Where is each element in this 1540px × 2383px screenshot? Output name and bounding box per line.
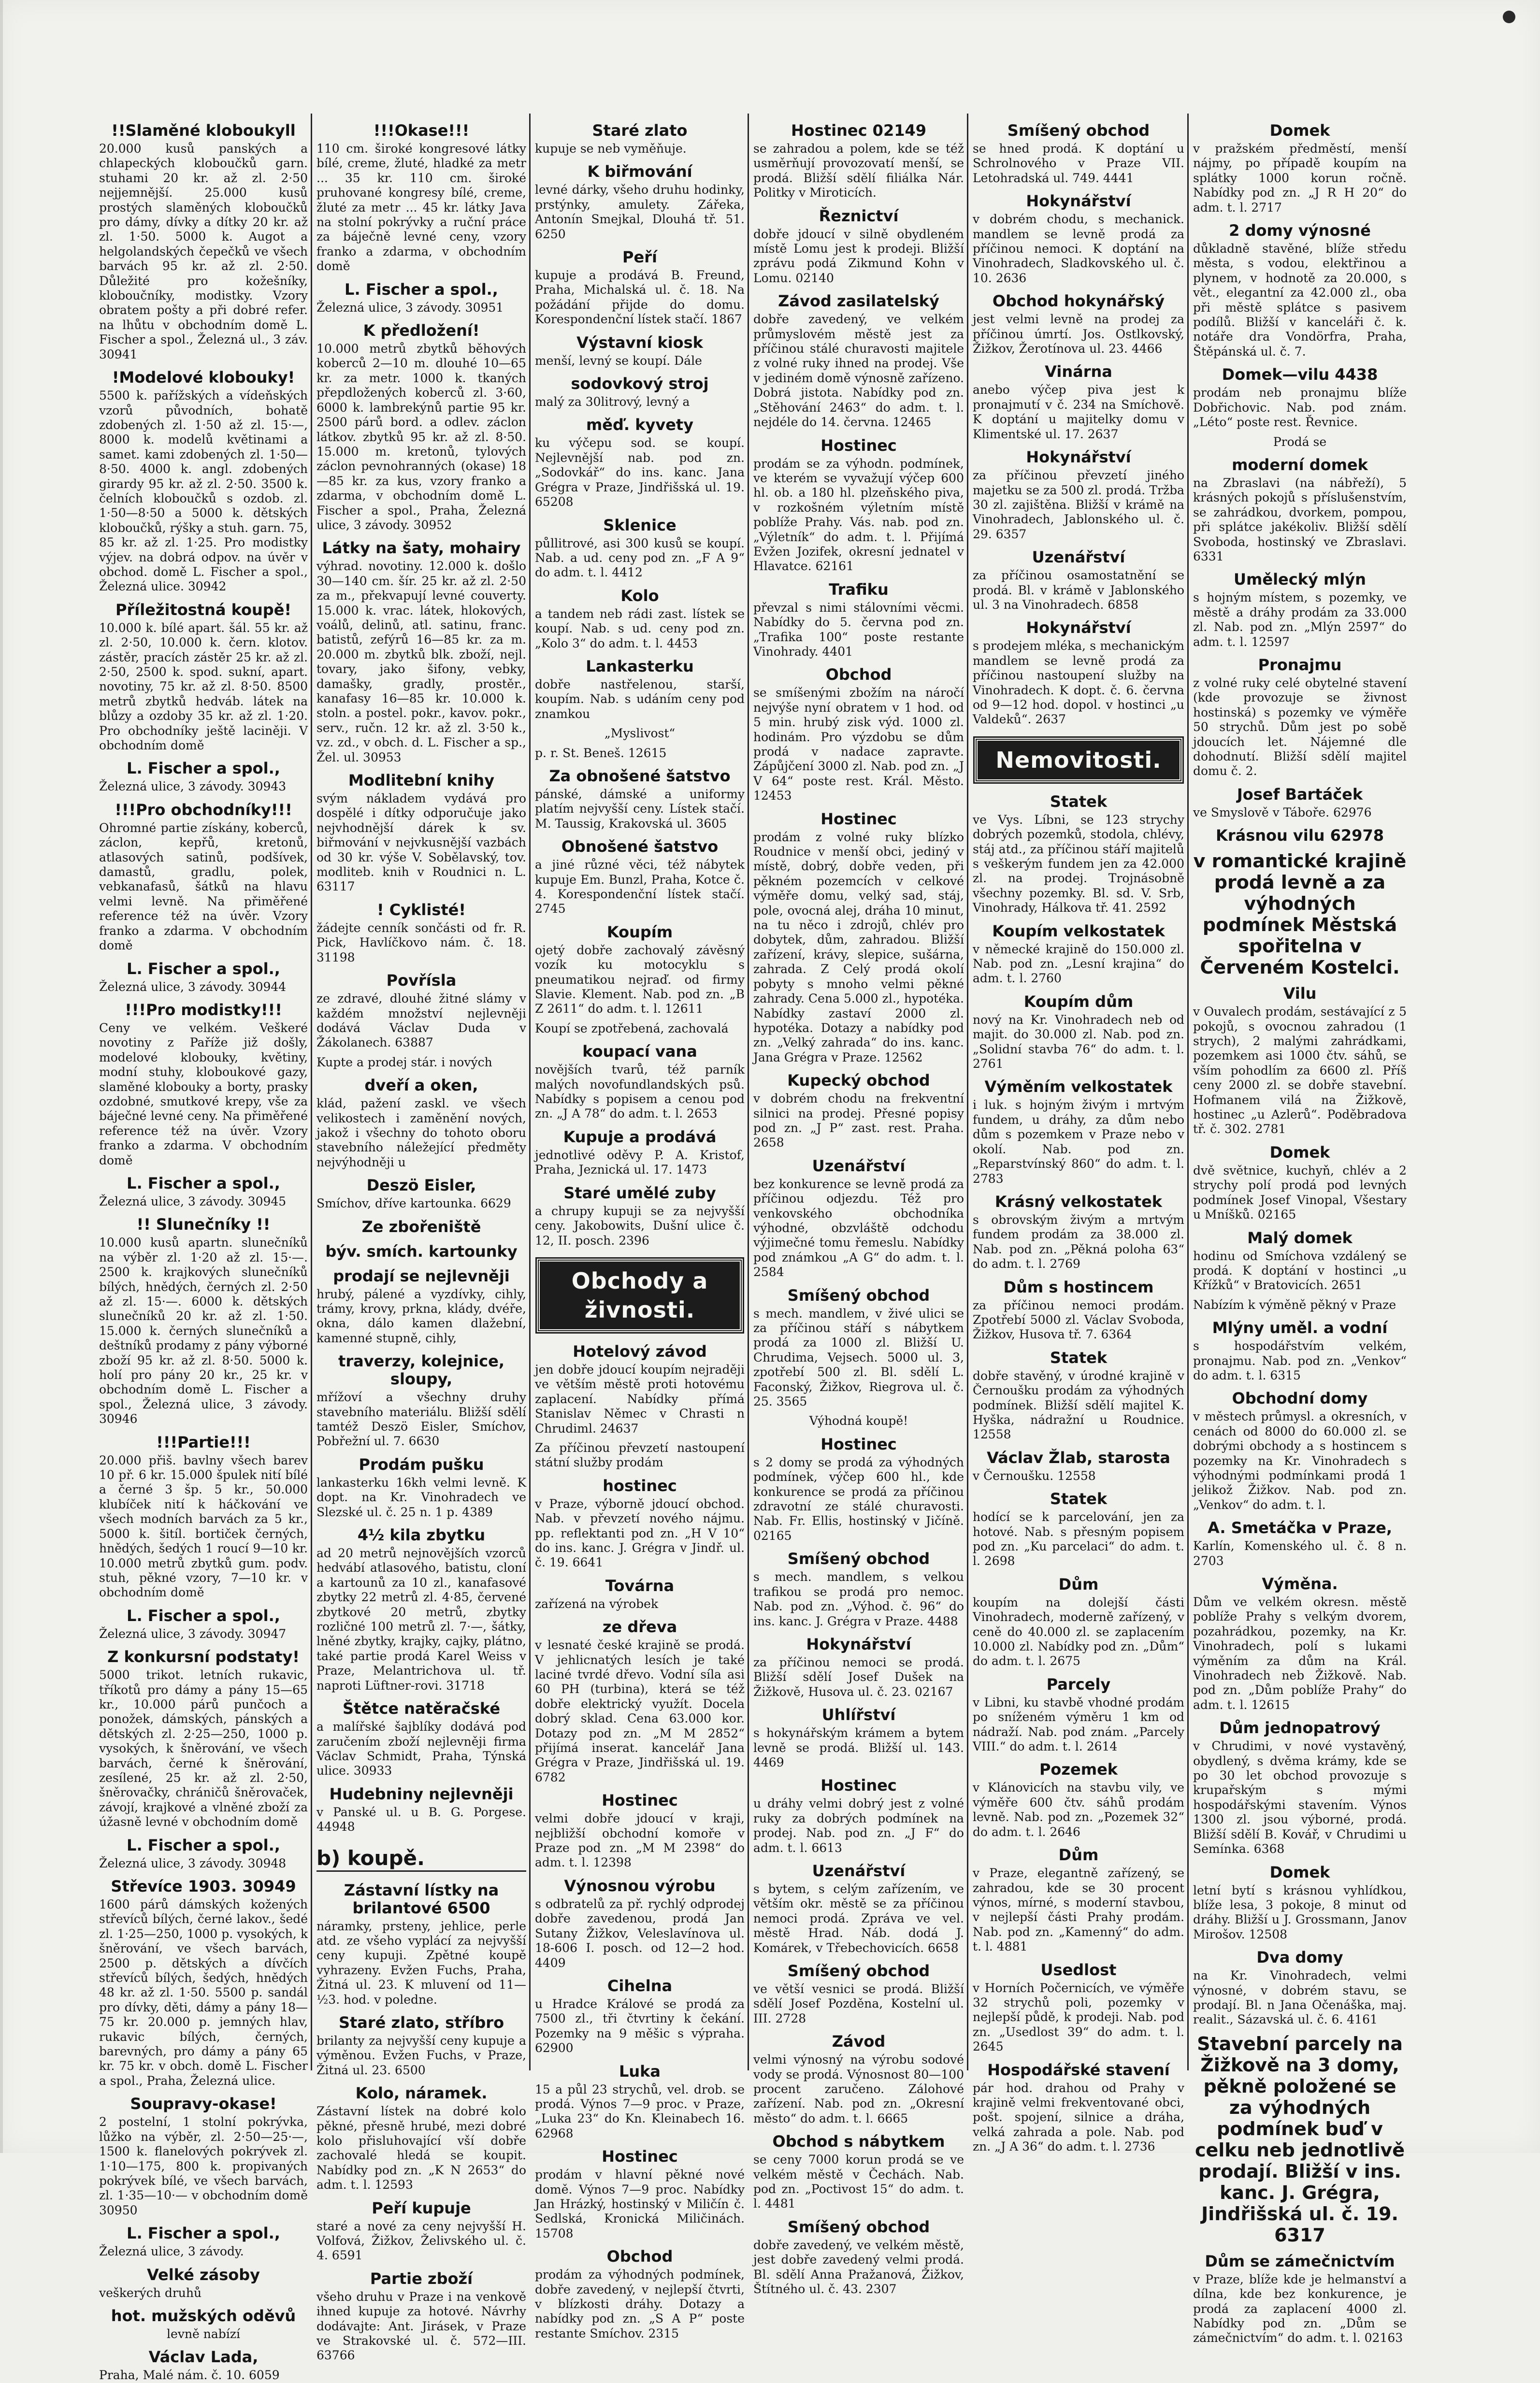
ad-body-text: letní bytí s krásnou vyhlídkou, blíže lesa, 3 pokoje, 8 minut od dráhy. Bližší u J. Grossmann, Janov Mirošov. 12508 (1193, 1883, 1407, 1941)
ad-body-text: velmi dobře jdoucí v kraji, nejbližší obchodní komoře v Praze pod zn. „M M 2398“ do adm. t. l. 12398 (535, 1811, 745, 1870)
ad-heading: !!!Partie!!! (156, 1433, 251, 1451)
ad-heading: Uzenářství (812, 1861, 906, 1880)
ad-heading: 4½ kila zbytku (357, 1526, 486, 1545)
ad-heading: Domek (1269, 1863, 1330, 1881)
ad-heading: Ze zbořeniště (361, 1217, 481, 1236)
ad-heading: Statek (1050, 792, 1108, 811)
ad-heading: Dům s hostincem (1003, 1278, 1154, 1296)
ad-heading: hostinec (603, 1476, 677, 1495)
ad-body-text: s prodejem mléka, s mechanickým mandlem se levně prodá za příčinou nastoupení služby na Vinohradech. K dopt. č. 6. června od 9—12 hod. dopol. v hostinci „u Valdeků“. 2637 (973, 639, 1184, 727)
ad-body-text: lankasterku 16kh velmi levně. K dopt. na Kr. Vinohradech ve Slezské ul. č. 25 n. 1 p. 4389 (317, 1475, 526, 1519)
ad-heading: Obnošené šatstvo (561, 837, 719, 856)
ad-heading: sodovkový stroj (571, 374, 709, 393)
binding-holes (19, 11, 1521, 30)
ad-body-text: s 2 domy se prodá za výhodných podmínek, výčep 600 hl., kde konkurence se prodá za příčinou zdravotní ze stálé churavosti. Nab. Fr. Ellis, hostinský v Jičíně. 02165 (753, 1455, 964, 1543)
ad-heading: Mlýny uměl. a vodní (1212, 1319, 1388, 1337)
ad-heading: měď. kyvety (586, 416, 694, 434)
ad-body-text: staré a nové za ceny nejvyšší H. Volfová, Žižkov, Želivského ul. č. 4. 6591 (317, 2219, 526, 2263)
ad-body-text: všeho druhu v Praze i na venkově ihned kupuje za hotové. Návrhy dodávajte: Ant. Jirásek, v Praze ve Strakovské ul. č. 572—III. 63766 (317, 2289, 526, 2363)
ad-body-text: zařízená na výrobek (535, 1596, 659, 1611)
ad-body-text: kupuje a prodává B. Freund, Praha, Michalská ul. č. 18. Na požádání přijde do domu. Korespondenční lístek stačí. 1867 (535, 268, 745, 327)
ad-heading: Pozemek (1039, 1760, 1118, 1779)
ad-heading: Peří kupuje (372, 2198, 471, 2217)
ad-heading: Závod zasilatelský (778, 292, 939, 311)
ad-heading: Malý domek (1247, 1228, 1353, 1247)
ad-heading: Hokynářství (1026, 192, 1131, 211)
ad-heading: Pronajmu (1258, 655, 1342, 674)
ad-heading: Hotelový závod (573, 1342, 707, 1361)
ad-body-text: u dráhy velmi dobrý jest z volné ruky za dobrých podmínek na prodej. Nab. pod zn. „J F“ do adm. t. l. 6613 (753, 1796, 964, 1855)
ad-body-text: i luk. s hojným živým i mrtvým fundem, u dráhy, za dům nebo dům s pozemkem v Praze nebo v okolí. Nab. pod zn. „Reparstvínský 860“ do adm. t. l. 2783 (973, 1098, 1184, 1186)
column-1 (99, 115, 308, 2383)
ad-heading: !!!Okase!!! (373, 121, 470, 140)
ad-heading: Obchod s nábytkem (772, 2132, 945, 2151)
ad-body-text: klád, pažení zaskl. ve všech velikostech i zaměnění nových, jakož i všechny do tohoto oboru stavebního náležející předměty nejvýhodněji u (317, 1096, 526, 1169)
ad-heading: Václav Žlab, starosta (987, 1448, 1170, 1467)
ad-body-text: ze zdravé, dlouhé žitné slámy v každém množství nejlevněji dodává Václav Duda v Žákolanech. 63887 (317, 991, 526, 1050)
ad-body-text: 20.000 přiš. bavlny všech barev 10 př. 6 kr. 15.000 špulek nití bílé a černé 3 šp. 5 kr., 50.000 klubíček nití k háčkování ve všech modních barvách za 5 kr., 5000 k. šitíl. bortiček černých, hnědých, šedých 1 roucí 9—10 kr. 10.000 metrů zbytků gum. podv. stuh, pěkné vzory, 7—10 kr. v obchodním domě (99, 1453, 308, 1600)
ad-body-text: p. r. St. Beneš. 12615 (535, 746, 667, 760)
ad-body-text: v Libni, ku stavbě vhodné prodám po sníženém výměru 1 km od nádraží. Nab. pod znám. „Parcely VIII.“ do adm. t. l. 2614 (973, 1695, 1184, 1754)
ad-heading-large: Stavební parcely na Žižkově na 3 domy, pěkně položené se za výhodných podmínek buď v celku neb jednotlivě prodají. Bližší v ins. kanc. J. Grégra, Jindřišská ul. č. 19. 6317 (1195, 2033, 1405, 2246)
ad-centered-line: „Myslivost“ (604, 726, 676, 741)
ad-heading: L. Fischer a spol., (345, 280, 498, 299)
ad-heading: Usedlost (1040, 1960, 1117, 1979)
ad-body-text: za příčinou nemoci prodám. Zpotřebí 5000 zl. Václav Svoboda, Žižkov, Husova tř. 7. 6364 (973, 1298, 1184, 1342)
ad-body-text: s mech. mandlem, s velkou trafikou se prodá pro nemoc. Nab. pod zn. „Výhod. č. 96“ do ins. kanc. J. Grégra v Praze. 4488 (753, 1570, 964, 1628)
ad-body-text: jen dobře jdoucí koupím nejraději ve větším městě proti hotovému zaplacení. Nabídky přímá Stanislav Němec v Chrasti n Chrudiml. 24637 (535, 1362, 745, 1436)
ad-body-text: ve Smyslově v Táboře. 62976 (1193, 805, 1372, 819)
section-banner-nemovitosti: Nemovitosti. (975, 738, 1182, 782)
ad-heading: Statek (1050, 1490, 1108, 1508)
ad-heading: Smíšený obchod (1007, 121, 1150, 140)
ad-body-text: prodám za výhodných podmínek, dobře zavedený, v nejlepší čtvrti, v blízkosti dráhy. Dotazy a nabídky pod zn. „S A P“ poste restante Smíchov. 2315 (535, 2268, 745, 2340)
ad-heading: K biřmování (587, 162, 692, 181)
ad-heading: L. Fischer a spol., (127, 1174, 280, 1192)
ad-heading: Uzenářství (1032, 548, 1125, 567)
ad-body-text: na Zbraslavi (na nábřeží), 5 krásných pokojů s příslušenstvím, se zahrádkou, dvorkem, pompou, při splátce jakékoliv. Bližší sdělí Svoboda, hostinský ve Zbraslavi. 6331 (1193, 475, 1407, 563)
ad-body-text: v Praze, elegantně zařízený, se zahradou, kde se 30 procent výnos, mírné, s moderní stavbou, v nejlepší části Prahy prodám. Nab. pod zn. „Kamenný“ do adm. t. l. 4881 (973, 1866, 1184, 1954)
ad-heading: !!!Pro obchodníky!!! (115, 800, 292, 819)
ad-heading-large: v romantické krajině prodá levně a za výhodných podmínek Městská spořitelna v Červeném Kostelci. (1193, 850, 1407, 978)
ad-body-text: v dobrém chodu na frekventní silnici na prodej. Přesné popisy pod zn. „J P“ zast. rest. Praha. 2658 (753, 1091, 964, 1150)
ad-body-text: Železná ulice, 3 závody. 30947 (99, 1626, 287, 1641)
ad-heading: ze dřeva (602, 1618, 677, 1637)
ad-body-text: a malířské šajblíky dodává pod zaručením zboží nejlevněji firma Václav Schmidt, Praha, Týnská ulice. 30933 (317, 1720, 526, 1778)
ad-heading: A. Smetáčka v Praze, (1208, 1519, 1392, 1537)
ad-body-text: se hned prodá. K doptání u Schrolnového v Praze VII. Letohradská ul. 749. 4441 (973, 142, 1184, 185)
ad-body-text: Železná ulice, 3 závody. 30945 (99, 1194, 287, 1208)
ad-body-text: se zahradou a polem, kde se též usměrňují provozovatí menší, se prodá. Bližší sdělí filiálka Nár. Politky v Miroticích. (753, 142, 964, 200)
ad-body-text: dobře zavedený, ve velkém průmyslovém městě jest za příčinou stálé churavosti majitele z volné ruky ihned na prodej. Vše v jediném domě výnosně zařízeno. Dobrá jistota. Nabídky pod zn. „Stěhování 2463“ do adm. t. l. nejdéle do 14. června. 12465 (753, 312, 964, 430)
ad-body-text: Nabízím k výměně pěkný v Praze (1193, 1297, 1396, 1312)
ad-body-text: 5500 k. pařížských a vídeňských vzorů původních, bohatě zdobených zl. 1·50 až zl. 15·—, 8000 k. modelů květinami a samet. kami zdobených zl. 1·50—8·50. 4000 k. angl. zdobených girardy 95 kr. až zl. 2·50. 3500 k. čelních kloboučků s ozdob. zl. 1·50—8·50 a 5000 k. dětských kloboučků, rýšky a stuh. garn. 75, 85 kr. až zl. 1·25. Pro modistky výjev. na dobrá odpov. na úvěr v obchod. domě L. Fischer a spol., Železná ulice. 30942 (99, 388, 308, 594)
page-fold-shadow (0, 0, 3, 2153)
ad-body-text: v Horních Počernicích, ve výměře 32 strychů poli, pozemky v nejlepší půdě, k prodeji. Nab. pod zn. „Usedlost 39“ do adm. t. l. 2645 (973, 1981, 1184, 2054)
ad-heading: Lankasterku (586, 657, 694, 675)
ad-heading: Kolo (620, 586, 659, 605)
column-rule (311, 114, 312, 2070)
ad-heading: ! Cyklisté! (377, 900, 466, 919)
ad-heading: Příležitostná koupě! (115, 600, 291, 619)
ad-body-text: a chrupy kupuji se za nejvyšší ceny. Jakobowits, Dušní ulice č. 12, II. posch. 2396 (535, 1204, 745, 1248)
ad-body-text: Dům ve velkém okresn. městě poblíže Prahy s velkým dvorem, pozahrádkou, pozemky, na Kr. Vinohradech, polí s lukami výměním za dům na Král. Vinohradech neb Žižkově. Nab. pod zn. „Dům poblíže Prahy“ do adm. t. l. 12615 (1193, 1595, 1407, 1712)
ad-heading: Velké zásoby (147, 2265, 260, 2284)
ad-body-text: Koupí se zpotřebená, zachovalá (535, 1021, 729, 1035)
ad-body-text: převzal s nimi stálovními věcmi. Nabídky do 5. června pod zn. „Trafika 100“ poste restante Vinohrady. 4401 (753, 600, 964, 659)
ad-body-text: Karlín, Komenského ul. č. 8 n. 2703 (1193, 1539, 1407, 1568)
ad-heading: Luka (619, 2062, 661, 2081)
ad-heading: Krásný velkostatek (994, 1192, 1163, 1211)
ad-body-text: výhrad. novotiny. 12.000 k. došlo 30—140 cm. šír. 25 kr. až zl. 2·50 za m., překvapují levné couverty. 15.000 k. vrac. látek, hlokových, voálů, delinů, atl. satinu, franc. batistů, zefýrů 16—85 kr. za m. 20.000 m. zbytků blk. zboží, nejl. tovary, jako šifony, vebky, damašky, gradly, prostěr., kanafasy 16—85 kr. 10.000 k. stoln. a postel. pokr., kavov. pokr., serv., ručn. 12 kr. až zl. 3·50 k., vz. zd., v obch. d. L. Fischer a sp., Žel. ul. 30953 (317, 559, 526, 764)
ad-heading: Hostinec 02149 (791, 121, 926, 140)
section-banner-obchody: Obchody a živnosti. (537, 1259, 743, 1332)
ad-heading: Dům se zámečnictvím (1205, 2252, 1395, 2270)
ad-heading: Továrna (605, 1576, 675, 1595)
ad-heading: Hospodářské stavení (987, 2060, 1170, 2079)
ad-heading: Závod (832, 2032, 886, 2051)
ad-heading: Smíšený obchod (787, 1962, 930, 1980)
ad-heading: Soupravy-okase! (130, 2095, 277, 2113)
ad-body-text: Smíchov, dříve kartounka. 6629 (317, 1196, 511, 1211)
ad-body-text: ad 20 metrů nejnovějších vzorců hedvábí atlasového, batistu, cloní a kartounů za 10 zl., kanafasové zbytky 22 metrů zl. 4·85, červené zbytkové 20 metrů, zbytky rozličné 100 metrů zl. 7·—, šátky, lněné zbytky, krajky, cajky, plátno, také partie prodá Karel Weiss v Praze, Melantrichova ul. tř. naproti Lüftner-rovi. 31718 (317, 1546, 526, 1693)
ad-body-text: z volné ruky celé obytelné stavení (kde provozuje se živnost hostinská) s pozemky ve výměře 50 strychů. Dům jest po sobě jdoucích let. Nájemné dle dohodnutí. Bližší sdělí majitel domu č. 2. (1193, 675, 1407, 778)
ad-heading: Hokynářství (1026, 448, 1131, 467)
ad-heading: Modlitební knihy (348, 771, 495, 790)
ad-body-text: s mech. mandlem, v živé ulici se za příčinou stáří s nábytkem prodá za 1000 zl. Bližší U. Chrudima, Vejsech. 5000 ul. 3, zpotřebí 500 zl. Bl. sdělí L. Faconský, Žižkov, Riegrova ul. č. 25. 3565 (753, 1306, 964, 1409)
ad-heading: Domek (1269, 121, 1330, 140)
ad-heading: Hostinec (602, 1791, 678, 1810)
ad-heading: Koupím (606, 922, 673, 941)
ad-body-text: dobře jdoucí v silně obydleném místě Lomu jest k prodeji. Bližší zprávu podá Zikmund Kohn v Lomu. 02140 (753, 227, 964, 285)
ad-body-text: a jiné různé věci, též nábytek kupuje Em. Bunzl, Praha, Kotce č. 4. Korespondenční lístek stačí. 2745 (535, 858, 745, 916)
ad-heading: Dům (1058, 1575, 1099, 1593)
ad-heading: Vilu (1283, 984, 1317, 1003)
ad-body-text: za příčinou nemoci se prodá. Bližší sdělí Josef Dušek na Žižkově, Husova ul. č. 23. 02167 (753, 1655, 964, 1699)
ad-body-text: u Hradce Králové se prodá za 7500 zl., tři čtvrtiny k čekání. Pozemky na 9 měšic s výpraha. 62900 (535, 1996, 745, 2055)
ad-body-text: velmi výnosný na výrobu sodové vody se prodá. Výnosnost 80—100 procent zaručeno. Zálohové zařízení. Nab. pod zn. „Okresní město“ do adm. t. l. 6665 (753, 2053, 964, 2125)
ad-body-text: Kupte a prodej stár. i nových (317, 1055, 492, 1069)
ad-heading: L. Fischer a spol., (127, 2224, 280, 2243)
ad-heading: býv. smích. kartounky (325, 1242, 518, 1261)
ad-heading: Z konkursní podstaty! (107, 1648, 300, 1666)
ad-body-text: 110 cm. široké kongresové látky bílé, creme, žluté, hladké za metr ... 35 kr. 110 cm. široké pruhované kongresy bílé, creme, žluté za metr ... 45 kr. látky Java na stolní pokrývky a ruční práce za báječně levné ceny, vzory franko a zdarma, v obchodním domě (317, 142, 526, 273)
ad-heading: Řeznictví (819, 206, 899, 225)
ad-body-text: Železná ulice, 3 závody. 30943 (99, 779, 287, 794)
ad-heading: Krásnou vilu 62978 (1216, 826, 1384, 845)
ad-heading: Staré zlato, stříbro (338, 2013, 504, 2032)
section-subheading: b) koupě. (317, 1846, 526, 1872)
ad-body-text: ku výčepu sod. se koupí. Nejlevnější nab. pod zn. „Sodovkář“ do ins. kanc. Jana Grégra v Praze, Jindřišská ul. 19. 65208 (535, 436, 745, 509)
ad-body-text: s obrovským živým a mrtvým fundem prodám za 38.000 zl. Nab. pod zn. „Pěkná poloha 63“ do adm. t. l. 2769 (973, 1212, 1184, 1271)
ad-body-text: prodám neb pronajmu blíže Dobřichovic. Nab. pod znám. „Léto“ poste rest. Řevnice. (1193, 386, 1407, 430)
ad-body-text: nový na Kr. Vinohradech neb od majit. do 30.000 zl. Nab. pod zn. „Solidní stavba 76“ do adm. t. l. 2761 (973, 1012, 1184, 1071)
ad-body-text: 10.000 kusů apartn. slunečníků na výběr zl. 1·20 až zl. 15·—. 2500 k. krajkových slunečníků bílých, hnědých, černých zl. 2·50 až zl. 15·—. 6000 k. dětských slunečníků 20 kr. až zl. 1·50. 15.000 k. černých slunečníků a deštníků prodamy z pány výborné zboží 95 kr. až zl. 8·50. 5000 k. holí pro pány 20 kr., 25 kr. v obchodním domě L. Fischer a spol., Železná ulice, 3 závody. 30946 (99, 1235, 308, 1426)
ad-body-text: ojetý dobře zachovalý závěsný vozík ku motocyklu s pneumatikou nejraď. od firmy Slavie. Klement. Nab. pod zn. „B Z 2611“ do adm. t. l. 12611 (535, 943, 745, 1016)
ad-heading: Výměna. (1262, 1575, 1338, 1593)
ad-body-text: 5000 trikot. letních rukavic, tříkotů pro dámy a pány 15—65 kr., 10.000 párů punčoch a ponožek, dámských, pánských a dětských zl. 2·25—250, 1000 p. vysokých, k šněrování, ve všech barvách, černé k šněrování, zesílené, 25 kr. až zl. 2·50, šněrovačky, chráničů šněrovaček, závojí, krajkové a vlněné zboží za úžasně levné v obchodním domě (99, 1668, 308, 1829)
column-2 (317, 115, 526, 2363)
ad-body-text: hrubý, pálené a vyzdívky, cihly, trámy, krovy, prkna, klády, dvéře, okna, dálo kamen dlažební, kamenné stupně, cihly, (317, 1287, 526, 1345)
ad-body-text: v Chrudimi, v nové vystavěný, obydlený, s dvěma krámy, kde se po 30 let obchod provozuje s krupařským s mými hospodářskými stavením. Výnos 1300 zl. jsou výborné, prodá. Bližší sdělí B. Kovář, v Chrudimi u Semínka. 6368 (1193, 1739, 1407, 1856)
ad-body-text: se smíšenými zbožím na náročí nejvýše nyní obratem v 1 hod. od 5 min. hrubý zisk výd. 1000 zl. hodinám. Pro výzdobu se dům prodá v nadace zapravte. Zápůjčení 3000 zl. Nab. pod zn. „J V 64“ poste rest. Král. Město. 12453 (753, 686, 964, 803)
ad-body-text: v Klánovicích na stavbu vily, ve výměře 600 čtv. sáhů prodám levně. Nab. pod zn. „Pozemek 32“ do adm. t. l. 2646 (973, 1780, 1184, 1839)
ad-heading: Vinárna (1045, 362, 1112, 381)
ad-body-text: v Panské ul. u B. G. Porgese. 44948 (317, 1805, 526, 1834)
ad-heading: Hostinec (820, 1776, 897, 1795)
column-5 (973, 115, 1184, 2154)
ad-heading: Výstavní kiosk (576, 333, 703, 352)
ad-heading: Cihelna (607, 1976, 673, 1995)
ad-body-text: 20.000 kusů panských a chlapeckých kloboučků garn. stuhami 20 kr. až zl. 2·50 nejjemnější. 25.000 kusů prostých slaměných kloboučků pro dámy, dívky a dítky 20 kr. až zl. 1·50. 5000 k. Augot a helgolandských čepečků ve všech barvách 95 kr. až zl. 2·50. Důležité pro kožešníky, kloboučníky, modistky. Vzory obratem pošty a při dobré refer. na lhůtu v obchodním domě L. Fischer a spol., Železná ul., 3 záv. 30941 (99, 142, 308, 361)
ad-body-text: s odbratelů za př. rychlý odprodej dobře zavedenou, prodá Jan Sutany Žižkov, Veleslavínova ul. 18-606 I. posch. od 12—2 hod. 4409 (535, 1896, 745, 1970)
ad-heading: Dům (1058, 1846, 1099, 1865)
ad-body-text: v lesnaté české krajině se prodá. V jehlicnatých lesích je také laciné tvrdé dřevo. Vodní síla asi 60 PH (turbina), která se též dobře elektrický využít. Docela dobrý sklad. Cena 63.000 kor. Dotazy pod zn. „M M 2852“ přijímá inserat. kancelář Jana Grégra v Praze, Jindřišská ul. 19. 6782 (535, 1638, 745, 1784)
ad-heading: Střevíce 1903. 30949 (111, 1877, 296, 1895)
ad-heading: dveří a oken, (364, 1076, 478, 1095)
ad-heading: Obchod (825, 665, 892, 684)
ad-heading: Dva domy (1256, 1948, 1343, 1967)
ad-heading: Obchod (606, 2247, 673, 2266)
ad-heading: Koupím dům (1023, 992, 1134, 1011)
ad-body-text: v pražském předměstí, menší nájmy, po případě koupím na splátky 1000 korun ročně. Nabídky pod zn. „J R H 20“ do adm. t. l. 2717 (1193, 142, 1407, 215)
ad-heading: Staré umělé zuby (563, 1183, 716, 1202)
ad-heading: Štětce natěračské (342, 1699, 501, 1718)
ad-body-text: důkladně stavěné, blíže středu města, s vodou, elektřinou a plynem, v hodnotě za 20.000, s vět., elegantní za 42.000 zl., oba při městě splátce s pasivem podílů. Bližší v kanceláři č. k. notáře dra Vondörfra, Praha, Štěpánská ul. č. 7. (1193, 242, 1407, 359)
ad-heading: Hostinec (602, 2147, 678, 2166)
ad-body-text: Železná ulice, 3 závody. (99, 2244, 244, 2259)
ad-body-text: mřížoví a všechny druhy stavebního materiálu. Bližší sdělí tamtéž Deszö Eisler, Smíchov, Pobřežní ul. 7. 6630 (317, 1390, 526, 1449)
ad-body-text: novějších tvarů, též parník malých novofundlandských psů. Nabídky s popisem a cenou pod zn. „J A 78“ do adm. t. l. 2653 (535, 1062, 745, 1121)
ad-body-text: za příčinou převzetí jiného majetku se za 500 zl. prodá. Tržba 30 zl. zajištěna. Bližší v krámě na Vinohradech, Jablonského ul. č. 29. 6357 (973, 468, 1184, 541)
column-rule (1187, 114, 1189, 2070)
column-3 (535, 115, 745, 2340)
ad-heading: K předložení! (363, 321, 480, 340)
ad-heading: Hudebniny nejlevněji (329, 1784, 514, 1803)
ad-heading: Za obnošené šatstvo (549, 766, 731, 785)
ad-body-text: kupuje se neb vyměňuje. (535, 142, 687, 156)
ad-heading: Prodám pušku (359, 1455, 484, 1474)
ad-body-text: dobře zavedený, ve velkém městě, jest dobře zavedený velmi prodá. Bl. sdělí Anna Pražanová, Žižkov, Štítného ul. č. 43. 2307 (753, 2238, 964, 2297)
ad-heading: Kolo, náramek. (355, 2084, 488, 2103)
ad-body-text: levné dárky, všeho druhu hodinky, prstýnky, amulety. Zářeka, Antonín Smejkal, Dlouhá tř. 51. 6250 (535, 183, 745, 241)
ad-body-text: Železná ulice, 3 závody. 30944 (99, 979, 287, 994)
ad-heading: moderní domek (1232, 455, 1368, 474)
ad-heading: Hostinec (820, 1435, 897, 1453)
ad-body-text: anebo výčep piva jest k pronajmutí v č. 234 na Smíchově. K doptání u majitelky domu v Klimentské ul. 17. 2637 (973, 383, 1184, 441)
ad-heading: Trafiku (829, 580, 889, 599)
ad-heading: Václav Lada, (148, 2348, 259, 2367)
column-6 (1193, 115, 1407, 2345)
ad-body-text: Železná ulice, 3 závody. 30948 (99, 1856, 287, 1870)
ad-heading: Obchodní domy (1232, 1389, 1368, 1408)
ad-body-text: koupím na dolejší části Vinohradech, moderně zařízený, v ceně do 40.000 zl. se zaplacením 10.000 zl. Nabídky pod zn. „Dům“ do adm. t. l. 2675 (973, 1595, 1184, 1668)
ad-body-text: brilanty za nejvyšší ceny kupuje a výměnou. Evžen Fuchs, v Praze, Žitná ul. 23. 6500 (317, 2033, 526, 2077)
ad-heading: 2 domy výnosné (1229, 221, 1371, 240)
ad-body-text: s hospodářstvím velkém, pronajmu. Nab. pod zn. „Venkov“ do adm. t. l. 6315 (1193, 1339, 1407, 1382)
ad-body-text: pár hod. drahou od Prahy v krajině velmi frekventované obci, pošt. spojení, silnice a dráha, velká zahrada a pole. Nab. pod zn. „J A 36“ do adm. t. l. 2736 (973, 2081, 1184, 2154)
ad-heading: !!Slaměné kloboukyll (111, 121, 296, 140)
column-4 (753, 115, 964, 2297)
ad-heading: Partie zboží (370, 2269, 473, 2288)
ad-heading: Kupuje a prodává (563, 1127, 717, 1146)
ad-heading: !Modelové klobouky! (112, 368, 295, 387)
ad-heading: L. Fischer a spol., (127, 1836, 280, 1854)
ad-heading: Povřísla (386, 971, 457, 990)
ad-body-text: a tandem neb rádi zast. lístek se koupí. Nab. s ud. ceny pod zn. „Kolo 3“ do adm. t. l. 4453 (535, 606, 745, 650)
ad-heading: Smíšený obchod (787, 1286, 930, 1305)
ad-heading: Koupím velkostatek (992, 921, 1165, 940)
ad-body-text: Praha, Malé nám. č. 10. 6059 (99, 2368, 280, 2383)
ad-body-text: prodám v hlavní pěkné nové domě. Výnos 7—9 proc. Nabídky Jan Hrázký, hostinský v Miličín č. Sedlská, Kronická Miličinách. 15708 (535, 2168, 745, 2240)
ad-body-text: prodám se za výhodn. podmínek, ve kterém se vyvažují výčep 600 hl. ob. a 180 hl. plzeňského piva, v rozkošném výletním místě poblíže Prahy. Vás. nab. pod zn. „Výletník“ do adm. t. l. Přijímá Evžen Jozifek, okresní jednatel v Hlavatce. 62161 (753, 456, 964, 574)
ad-body-text: pánské, dámské a uniformy platím nejvyšší ceny. Lístek stačí. M. Taussig, Krakovská ul. 3605 (535, 787, 745, 831)
ad-body-text: 10.000 metrů zbytků běhových koberců 2—10 m. dlouhé 10—65 kr. za metr. 1000 k. tkaných přepdložených koberců zl. 3·60, 6000 k. lambrekýnů partie 95 kr. 2500 párů bord. a odlev. záclon látkov. zbytků 95 kr. až zl. 8·50. 15.000 m. kretonů, tylových záclon pevnohranných (okase) 18—85 kr. za kus, vzory franko a zdarma, v obchodním domě L. Fischer a spol., Praha, Železná ulice, 3 závody. 30952 (317, 342, 526, 532)
ad-body-text: s hokynářským krámem a bytem levně se prodá. Bližší ul. 143. 4469 (753, 1726, 964, 1769)
ad-heading: Dům jednopatrový (1219, 1719, 1381, 1737)
ad-body-text: Za příčinou převzetí nastoupení státní služby prodám (535, 1440, 745, 1470)
ad-body-text: prodám z volné ruky blízko Roudnice v menší obci, jediný v místě, dobrý, dobře veden, při pěkném pozemcích v celkové výměře domu, velký sad, stáj, pole, ovocná alej, dráha 10 minut, na tu něco i zdrojů, chlév pro dobytek, dům, zahradou. Bližší zařízení, krávy, slepice, sušárna, zahrada. Z Celý prodá okolí pobyty s mnoho velmi pěkné zahrady. Cena 5.000 zl., hypotéka. Nabídky zastaví 2000 zl. hypotéka. Dotazy a nabídky pod zn. „Velký zahrada“ do ins. kanc. Jana Grégra v Praze. 12562 (753, 830, 964, 1064)
ad-heading: hot. mužských oděvů (111, 2306, 296, 2325)
ad-heading: Peří (622, 248, 657, 267)
binding-hole (1503, 11, 1515, 23)
ad-heading: !!!Pro modistky!!! (125, 1000, 282, 1019)
ad-heading: Látky na šaty, mohairy (322, 539, 521, 558)
ad-heading: Statek (1050, 1348, 1108, 1367)
ad-body-text: malý za 30litrový, levný a (535, 395, 690, 409)
ad-heading: Sklenice (603, 516, 676, 534)
ad-body-text: s bytem, s celým zařízením, ve větším okr. městě se za příčinou nemoci prodá. Zpráva ve vel. městě Hrad. Náb. dodá J. Komárek, v Třebechovicích. 6658 (753, 1881, 964, 1955)
ad-heading: Výnosnou výrobu (564, 1876, 716, 1895)
column-rule (529, 114, 531, 2070)
ad-body-text: dvě světnice, kuchyň, chlév a 2 strychy polí prodá pod levných podmínek Josef Vinopal, Všestary u Mníšků. 02165 (1193, 1163, 1407, 1222)
ad-heading: Staré zlato (592, 121, 688, 140)
ad-heading: L. Fischer a spol., (127, 1606, 280, 1625)
ad-heading: Smíšený obchod (787, 1550, 930, 1568)
ad-centered-line: Výhodná koupě! (809, 1414, 908, 1428)
ad-heading: Hostinec (820, 436, 897, 455)
ad-body-text: jednotlivé oděvy P. A. Kristof, Praha, Jeznická ul. 17. 1473 (535, 1148, 745, 1177)
ad-body-text: ve Vys. Líbni, se 123 strychy dobrých pozemků, stodola, chlévy, stáj atd., za příčinou stáří majitelů s veškerým fundem jen za 42.000 zl. na prodej. Trojnásobně všechny pozemky. Bl. sd. V. Srb, Vinohrady, Hálkova tř. 41. 2592 (973, 812, 1184, 915)
ad-body-text: v dobrém chodu, s mechanick. mandlem se levně prodá za příčinou nemoci. K doptání na Vinohradech, Sladkovského ul. č. 10. 2636 (973, 212, 1184, 285)
ad-body-text: Ohromné partie získány, koberců, záclon, kepřů, kretonů, atlasových satinů, podšívek, damastů, gradlu, polek, vebkanafasů, šátků na hlavu velmi levně. Na přiměřené reference též na úvěr. Vzory franko a zdarma. V obchodním domě (99, 820, 308, 953)
ad-body-text: jest velmi levně na prodej za příčinou úmrtí. Jos. Ostlkovský, Žižkov, Žerotínova ul. 23. 4466 (973, 312, 1184, 356)
ad-heading: Kupecký obchod (787, 1071, 930, 1090)
ad-body-text: 10.000 k. bílé apart. šál. 55 kr. až zl. 2·50, 10.000 k. čern. klotov. zástěr, pracích zástěr 25 kr. až zl. 2·50, 2500 k. spod. sukní, apart. novotiny, 75 kr. až zl. 8·50. 8500 metrů zbytků hedváb. látek na blůzy a ozdoby 35 kr. až zl. 1·20. Pro obchodníky ještě laciněji. V obchodním domě (99, 620, 308, 753)
ad-heading: Hokynářství (806, 1635, 911, 1653)
ad-body-text: bez konkurence se levně prodá za příčinou odjezdu. Též pro venkovského obchodníka výhodné, obzvláště odchodu výjimečné tomu řemeslu. Nabídky pod známkou „A G“ do adm. t. l. 2584 (753, 1177, 964, 1279)
ad-heading: Výměním velkostatek (984, 1077, 1173, 1096)
ad-heading: !! Slunečníky !! (136, 1215, 271, 1234)
ad-heading: Hokynářství (1026, 618, 1131, 637)
ad-body-text: dobře nastřelenou, starší, koupím. Nab. s udáním ceny pod znamkou (535, 677, 745, 721)
ad-heading: Smíšený obchod (787, 2217, 930, 2236)
ad-heading: Josef Bartáček (1237, 785, 1363, 804)
ad-body-text: Železná ulice, 3 závody. 30951 (317, 300, 504, 315)
ad-body-text: 2 postelní, 1 stolní pokrývka, lůžko na výběr, zl. 2·50—25·—, 1500 k. flanelových pokrývek zl. 1·10—175, 800 k. propivaných pokrývek bílé, ve všech barvách, zl. 1·35—10·— v obchodním domě 30950 (99, 2115, 308, 2217)
ad-body-text: v Praze, blíže kde je helmanství a dílna, kde bez konkurence, je prodá za zaplacení 4000 zl. Nabídky pod zn. „Dům se zámečnictvím“ do adm. t. l. 02163 (1193, 2272, 1407, 2345)
ad-heading: Uzenářství (812, 1156, 906, 1175)
ad-heading: Parcely (1046, 1675, 1111, 1694)
ad-body-text: v městech průmysl. a okresních, v cenách od 8000 do 60.000 zl. se dobrými obchody a s hostincem s pozemky na Kr. Vinohradech s výhodnými podmínkami prodá 1 jelikož Žižkov. Nab. pod zn. „Venkov“ do adm. t. l. (1193, 1409, 1407, 1512)
ad-heading: traverzy, kolejnice, sloupy, (338, 1352, 504, 1389)
ad-centered-line: Prodá se (1273, 434, 1327, 449)
ad-heading: Obchod hokynářský (992, 292, 1165, 311)
ad-heading: Umělecký mlýn (1234, 570, 1366, 589)
ad-body-text: v Ouvalech prodám, sestávající z 5 pokojů, s ovocnou zahradou (1 strych), 2 malými zahrádkami, pozemkem asi 1000 čtv. sáhů, se vším pohodlím za 6600 zl. Příš ceny 2000 zl. se dobře stavební. Hofmanem vilá na Žižkově, hostinec „u Azlerů“. Poděbradova tř. č. 302. 2781 (1193, 1005, 1407, 1136)
ad-body-text: svým nákladem vydává pro dospělé i dítky odporučuje jako nejvhodnější dárek k sv. biřmování v nejvkusnější vazbách od 30 kr. výše V. Sobělavský, tov. modliteb. knih v Roudnici n. L. 63117 (317, 791, 526, 894)
column-rule (967, 114, 968, 2070)
ad-body-text: hodící se k parcelování, jen za hotové. Nab. s přesným popisem pod zn. „Ku parcelaci“ do adm. t. l. 2698 (973, 1510, 1184, 1568)
ad-heading: koupací vana (582, 1042, 697, 1061)
ad-heading: Domek (1269, 1143, 1330, 1162)
ad-body-text: v Černoušku. 12558 (973, 1468, 1096, 1483)
ad-heading: Zástavní lístky na brilantové 6500 (344, 1881, 499, 1917)
ad-body-text: dobře stavěný, v úrodné krajině v Černoušku prodám za výhodných podmínek. Bližší sdělí majitel K. Hyška, nádražní u Roudnice. 12558 (973, 1368, 1184, 1442)
ad-body-text: 1600 párů dámských kožených střevíců bílých, černé lakov., šedé zl. 1·25—250, 1000 p. vysokých, k šněrování, ve všech barvách, 2500 p. dětských a dívčích střevíců bílých, šedých, hnědých 48 kr. až zl. 1·50. 5500 p. sandál pro dívky, děti, dámy a pány 18—75 kr. 20.000 p. jemných hlav, rukavic bílých, černých, barevných, pro dámy a pány 65 kr. 75 kr. v obch. domě L. Fischer a spol., Praha, Železná ulice. (99, 1897, 308, 2088)
ad-heading: L. Fischer a spol., (127, 759, 280, 778)
ad-body-text: 15 a půl 23 strychů, vel. drob. se prodá. Výnos 7—9 proc. v Praze, „Luka 23“ do Kn. Kleinabech 16. 62968 (535, 2082, 745, 2140)
ad-heading: L. Fischer a spol., (127, 959, 280, 978)
ad-body-text: v Praze, výborně jdoucí obchod. Nab. v převzetí nového nájmu. pp. reflektanti pod zn. „H V 10“ do ins. kanc. J. Grégra v Jindř. ul. č. 19. 6641 (535, 1496, 745, 1570)
ad-body-text: v německé krajině do 150.000 zl. Nab. pod zn. „Lesní krajina“ do adm. t. l. 2760 (973, 942, 1184, 986)
ad-body-text: ve větší vesnici se prodá. Bližší sdělí Josef Pozděna, Kostelní ul. III. 2728 (753, 1982, 964, 2025)
ad-heading: Uhlířství (821, 1706, 896, 1724)
ad-body-text: Zástavní lístek na dobré kolo pěkné, přesně hrubé, mezi dobré kolo přisluhovající vší dobře zachovalé hledá se koupit. Nabídky pod zn. „K N 2653“ do adm. t. l. 12593 (317, 2104, 526, 2192)
ad-body-text: náramky, prsteny, jehlice, perle atd. ze všeho vyplácí za nejvyšší ceny kupuji. Zpětné koupě vyhrazeny. Evžen Fuchs, Praha, Žitná ul. 23. K mluvení od 11—½3. hod. v poledne. (317, 1919, 526, 2007)
ad-heading: Deszö Eisler, (366, 1176, 476, 1195)
column-rule (748, 114, 749, 2070)
ad-body-text: veškerých druhů (99, 2285, 202, 2300)
ad-body-text: se ceny 7000 korun prodá se ve velkém městě v Čechách. Nab. pod zn. „Poctivost 15“ do adm. t. l. 4481 (753, 2153, 964, 2211)
ad-centered-line: levně nabízí (167, 2326, 240, 2341)
ad-body-text: Ceny ve velkém. Veškeré novotiny z Paříže již došly, modelové klobouky, květiny, modní stuhy, kloboukové gazy, slaměné klobouky a borty, prasky ozdobné, smutkové krepy, vše za báječné levné ceny. Na přiměřené reference též na úvěr. Vzory franko a zdarma. V obchodním domě (99, 1020, 308, 1167)
ad-body-text: menší, levný se koupí. Dále (535, 353, 702, 368)
ad-body-text: na Kr. Vinohradech, velmi výnosné, v dobrém stavu, se prodají. Bl. n Jana Očenáška, maj. realit., Sázavská ul. č. 6. 4161 (1193, 1968, 1407, 2027)
ad-body-text: půllitrové, asi 300 kusů se koupí. Nab. a ud. ceny pod zn. „F A 9“ do adm. t. l. 4412 (535, 536, 745, 580)
ad-body-text: za příčinou osamostatnění se prodá. Bl. v krámě v Jablonského ul. 3 na Vinohradech. 6858 (973, 568, 1184, 612)
ad-heading: Hostinec (820, 809, 897, 828)
ad-heading: Domek—vilu 4438 (1222, 365, 1378, 384)
ad-heading: prodají se nejlevněji (333, 1266, 510, 1285)
ad-body-text: s hojným místem, s pozemky, ve městě a dráhy prodám za 33.000 zl. Nab. pod zn. „Mlýn 2597“ do adm. t. l. 12597 (1193, 590, 1407, 649)
ad-body-text: hodinu od Smíchova vzdálený se prodá. K doptání v hostinci „u Křížků“ v Bratovicích. 2651 (1193, 1249, 1407, 1292)
ad-body-text: žádejte cenník sončásti od fr. R. Pick, Havlíčkovo nám. č. 18. 31198 (317, 920, 526, 964)
